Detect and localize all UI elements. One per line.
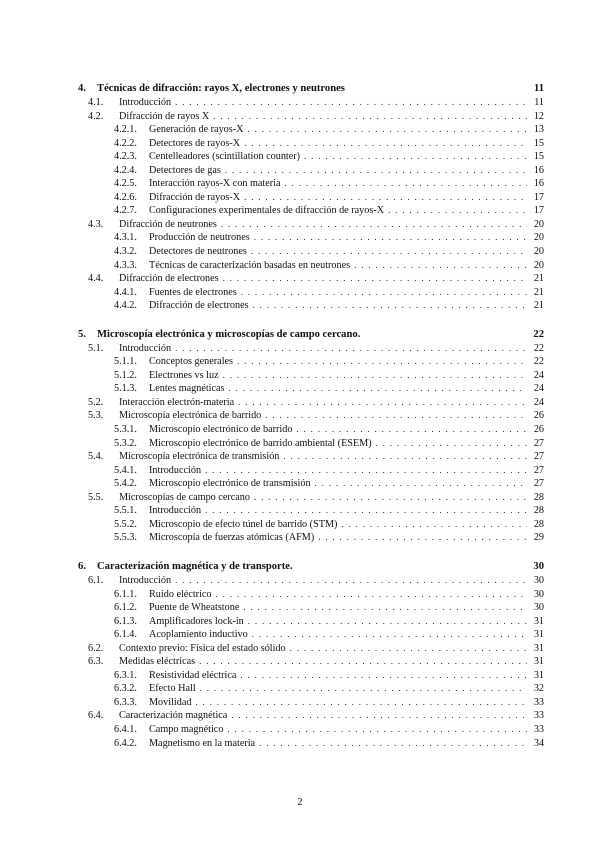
dot-leader	[354, 259, 527, 273]
dot-leader	[221, 218, 527, 232]
toc-entry-chapter[interactable]	[78, 82, 544, 96]
dot-leader	[376, 437, 527, 451]
toc-entry-title: Puente de Wheatstone	[149, 602, 240, 614]
toc-entry-page: 24	[533, 383, 544, 395]
toc-entry-page: 22	[533, 342, 544, 354]
toc-entry-page: 31	[533, 642, 544, 654]
toc-entry-number: 4.2.4.	[114, 164, 137, 176]
dot-leader	[229, 382, 527, 396]
table-of-contents	[78, 82, 544, 750]
dot-leader	[199, 655, 527, 669]
toc-entry-title: Microscopía electrónica de barrido	[119, 410, 262, 422]
toc-entry-number: 4.2.2.	[114, 137, 137, 149]
dot-leader	[200, 682, 527, 696]
toc-entry-title: Fuentes de electrones	[149, 286, 237, 298]
toc-entry-page: 33	[533, 696, 544, 708]
toc-entry-title: Introducción	[119, 97, 172, 108]
toc-entry-page: 27	[533, 478, 544, 490]
toc-entry-page: 30	[533, 560, 544, 572]
toc-entry-title: Caracterización magnética	[119, 710, 228, 722]
toc-entry-subsec[interactable]	[78, 164, 544, 178]
toc-entry-page: 15	[533, 137, 544, 149]
toc-entry-page: 27	[533, 464, 544, 476]
toc-entry-title: Contexto previo: Física del estado sólido	[119, 642, 286, 654]
dot-leader	[237, 355, 527, 369]
toc-entry-subsec[interactable]	[78, 355, 544, 369]
toc-entry-number: 4.3.	[88, 218, 104, 230]
toc-entry-number: 5.5.1.	[114, 505, 137, 517]
toc-entry-number: 6.4.2.	[114, 737, 137, 749]
toc-entry-page: 29	[533, 532, 544, 544]
toc-entry-title: Microscopía electrónica y microscopías de campo cercano.	[97, 328, 361, 340]
toc-entry-number: 4.2.5.	[114, 178, 137, 190]
toc-entry-number: 6.1.3.	[114, 615, 137, 627]
toc-entry-sec[interactable]	[78, 409, 544, 423]
toc-entry-title: Magnetismo en la materia	[149, 737, 256, 749]
dot-leader	[285, 177, 527, 191]
toc-entry-number: 4.2.7.	[114, 205, 137, 217]
toc-entry-title: Configuraciones experimentales de difracción de rayos-X	[149, 205, 385, 217]
toc-entry-sec[interactable]	[78, 272, 544, 286]
toc-entry-subsec[interactable]	[78, 723, 544, 737]
toc-entry-sec[interactable]	[78, 396, 544, 410]
toc-entry-title: Acoplamiento inductivo	[149, 629, 248, 641]
toc-entry-subsec[interactable]	[78, 464, 544, 478]
dot-leader	[341, 518, 527, 532]
toc-entry-number: 6.4.	[88, 710, 104, 722]
toc-entry-title: Difracción de rayos X	[119, 110, 210, 122]
toc-entry-title: Conceptos generales	[149, 356, 234, 368]
toc-entry-page: 16	[533, 164, 544, 176]
toc-entry-subsec[interactable]	[78, 615, 544, 629]
toc-entry-number: 6.3.1.	[114, 669, 137, 681]
toc-entry-number: 5.1.3.	[114, 383, 137, 395]
toc-entry-page: 13	[533, 124, 544, 136]
toc-entry-title: Efecto Hall	[149, 683, 196, 695]
toc-entry-subsec[interactable]	[78, 286, 544, 300]
toc-entry-sec[interactable]	[78, 491, 544, 505]
toc-entry-number: 5.4.1.	[114, 464, 137, 476]
toc-entry-subsec[interactable]	[78, 423, 544, 437]
toc-entry-page: 17	[533, 191, 544, 203]
toc-entry-title: Microscopio electrónico de barrido ambiental (ESEM)	[149, 437, 372, 449]
toc-entry-title: Técnicas de caracterización basadas en neutrones	[149, 259, 351, 271]
page-number: 2	[297, 797, 303, 808]
toc-entry-title: Movilidad	[149, 696, 192, 708]
toc-entry-title: Difracción de neutrones	[119, 218, 217, 230]
dot-leader	[205, 504, 527, 518]
toc-entry-title: Microscopio electrónico de barrido	[149, 424, 293, 436]
dot-leader	[213, 110, 527, 124]
toc-entry-subsec[interactable]	[78, 682, 544, 696]
toc-entry-title: Electrones vs luz	[149, 369, 219, 381]
toc-entry-page: 31	[533, 615, 544, 627]
toc-entry-title: Microscopía de fuerzas atómicas (AFM)	[149, 532, 315, 544]
toc-entry-number: 5.1.	[88, 342, 104, 354]
toc-entry-number: 6.4.1.	[114, 723, 137, 735]
toc-entry-title: Técnicas de difracción: rayos X, electrones y neutrones	[97, 83, 345, 94]
toc-entry-subsec[interactable]	[78, 369, 544, 383]
toc-entry-title: Difracción de electrones	[149, 300, 249, 312]
dot-leader	[175, 342, 527, 356]
toc-entry-page: 28	[533, 518, 544, 530]
toc-entry-page: 20	[533, 259, 544, 271]
dot-leader	[244, 137, 527, 151]
toc-entry-page: 21	[533, 300, 544, 312]
toc-entry-title: Ruido eléctrico	[149, 588, 212, 600]
toc-entry-page: 21	[533, 273, 544, 285]
dot-leader	[223, 272, 527, 286]
toc-entry-title: Difracción de rayos-X	[149, 191, 241, 203]
toc-entry-page: 24	[533, 369, 544, 381]
toc-entry-number: 4.4.2.	[114, 300, 137, 312]
toc-entry-title: Centelleadores (scintillation counter)	[149, 151, 301, 163]
toc-entry-number: 4.4.1.	[114, 286, 137, 298]
toc-entry-page: 31	[533, 629, 544, 641]
toc-entry-number: 4.2.6.	[114, 191, 137, 203]
toc-entry-title: Introducción	[119, 342, 172, 354]
toc-entry-page: 20	[533, 218, 544, 230]
toc-entry-title: Detectores de neutrones	[149, 246, 247, 258]
toc-entry-page: 32	[533, 683, 544, 695]
toc-entry-title: Resistividad eléctrica	[149, 669, 237, 681]
dot-leader	[244, 191, 527, 205]
toc-entry-title: Medidas eléctricas	[119, 656, 196, 668]
toc-entry-title: Introducción	[149, 505, 202, 517]
toc-entry-subsec[interactable]	[78, 601, 544, 615]
toc-entry-page: 24	[533, 396, 544, 408]
toc-entry-subsec[interactable]	[78, 477, 544, 491]
toc-entry-number: 6.	[78, 560, 86, 572]
dot-leader	[251, 245, 527, 259]
toc-entry-number: 6.1.4.	[114, 629, 137, 641]
dot-leader	[315, 477, 527, 491]
dot-leader	[227, 723, 527, 737]
dot-leader	[388, 204, 527, 218]
toc-entry-sec[interactable]	[78, 342, 544, 356]
toc-entry-number: 6.3.3.	[114, 696, 137, 708]
dot-leader	[241, 286, 527, 300]
toc-entry-page: 22	[533, 356, 544, 368]
toc-entry-title: Microscopía electrónica de transmisión	[119, 451, 280, 463]
dot-leader	[253, 299, 527, 313]
toc-entry-page: 15	[533, 151, 544, 163]
toc-entry-number: 6.1.	[88, 574, 104, 586]
toc-entry-subsec[interactable]	[78, 177, 544, 191]
toc-entry-number: 5.5.2.	[114, 518, 137, 530]
toc-entry-subsec[interactable]	[78, 696, 544, 710]
toc-entry-title: Producción de neutrones	[149, 232, 250, 244]
toc-entry-title: Microscopio electrónico de transmisión	[149, 478, 311, 490]
toc-entry-number: 6.1.2.	[114, 602, 137, 614]
toc-entry-number: 5.2.	[88, 396, 104, 408]
toc-entry-page: 30	[533, 588, 544, 600]
dot-leader	[254, 231, 527, 245]
toc-entry-number: 4.4.	[88, 273, 104, 285]
toc-entry-page: 27	[533, 437, 544, 449]
toc-entry-title: Microscopio de efecto túnel de barrido (STM)	[149, 518, 338, 530]
toc-entry-number: 4.	[78, 83, 86, 94]
toc-entry-number: 5.	[78, 328, 86, 340]
toc-entry-number: 4.2.3.	[114, 151, 137, 163]
toc-entry-page: 21	[533, 286, 544, 298]
dot-leader	[296, 423, 527, 437]
toc-entry-page: 28	[533, 505, 544, 517]
toc-entry-subsec[interactable]	[78, 669, 544, 683]
toc-entry-subsec[interactable]	[78, 204, 544, 218]
dot-leader	[265, 409, 527, 423]
toc-entry-page: 27	[533, 451, 544, 463]
toc-entry-title: Detectores de gas	[149, 164, 221, 176]
toc-entry-sec[interactable]	[78, 96, 544, 110]
toc-entry-page: 22	[533, 328, 544, 340]
toc-entry-page: 31	[533, 656, 544, 668]
toc-entry-number: 5.1.2.	[114, 369, 137, 381]
toc-entry-title: Microscopías de campo cercano	[119, 491, 250, 503]
toc-entry-title: Introducción	[119, 574, 172, 586]
toc-entry-number: 6.3.2.	[114, 683, 137, 695]
toc-entry-subsec[interactable]	[78, 245, 544, 259]
toc-entry-page: 31	[533, 669, 544, 681]
toc-entry-page: 26	[533, 424, 544, 436]
toc-entry-number: 4.3.3.	[114, 259, 137, 271]
toc-entry-title: Amplificadores lock-in	[149, 615, 244, 627]
dot-leader	[216, 588, 527, 602]
dot-leader	[175, 96, 527, 110]
toc-entry-chapter[interactable]	[78, 560, 544, 574]
toc-entry-subsec[interactable]	[78, 137, 544, 151]
toc-entry-number: 4.3.2.	[114, 246, 137, 258]
toc-entry-title: Caracterización magnética y de transporte.	[97, 560, 293, 572]
toc-entry-subsec[interactable]	[78, 299, 544, 313]
toc-entry-number: 4.3.1.	[114, 232, 137, 244]
dot-leader	[259, 737, 527, 751]
toc-entry-title: Detectores de rayos-X	[149, 137, 241, 149]
toc-entry-page: 12	[533, 110, 544, 122]
toc-entry-number: 5.5.3.	[114, 532, 137, 544]
toc-entry-page: 33	[533, 710, 544, 722]
toc-entry-page: 30	[533, 602, 544, 614]
dot-leader	[290, 642, 527, 656]
toc-entry-page: 20	[533, 232, 544, 244]
dot-leader	[318, 531, 527, 545]
toc-entry-number: 4.2.1.	[114, 124, 137, 136]
dot-leader	[175, 574, 527, 588]
toc-entry-page: 11	[534, 97, 544, 108]
toc-entry-title: Interacción electrón-materia	[119, 396, 235, 408]
dot-leader	[205, 464, 527, 478]
toc-entry-page: 33	[533, 723, 544, 735]
dot-leader	[225, 164, 527, 178]
dot-leader	[231, 709, 527, 723]
toc-entry-page: 17	[533, 205, 544, 217]
toc-entry-subsec[interactable]	[78, 123, 544, 137]
dot-leader	[240, 669, 527, 683]
toc-entry-title: Lentes magnéticas	[149, 383, 225, 395]
toc-entry-number: 4.2.	[88, 110, 104, 122]
toc-entry-sec[interactable]	[78, 642, 544, 656]
toc-entry-subsec[interactable]	[78, 191, 544, 205]
toc-entry-sec[interactable]	[78, 450, 544, 464]
toc-entry-page: 34	[533, 737, 544, 749]
toc-entry-subsec[interactable]	[78, 737, 544, 751]
dot-leader	[195, 696, 527, 710]
toc-entry-number: 6.1.1.	[114, 588, 137, 600]
toc-entry-title: Introducción	[149, 464, 202, 476]
toc-entry-number: 5.4.	[88, 451, 104, 463]
toc-entry-number: 5.4.2.	[114, 478, 137, 490]
toc-entry-number: 5.3.2.	[114, 437, 137, 449]
toc-entry-subsec[interactable]	[78, 628, 544, 642]
dot-leader	[248, 615, 527, 629]
toc-entry-page: 16	[533, 178, 544, 190]
dot-leader	[304, 150, 527, 164]
toc-entry-subsec[interactable]	[78, 531, 544, 545]
toc-entry-number: 5.3.	[88, 410, 104, 422]
toc-entry-subsec[interactable]	[78, 518, 544, 532]
toc-entry-sec[interactable]	[78, 709, 544, 723]
toc-entry-sec[interactable]	[78, 110, 544, 124]
dot-leader	[223, 369, 527, 383]
toc-entry-page: 28	[533, 491, 544, 503]
toc-entry-subsec[interactable]	[78, 504, 544, 518]
toc-entry-title: Interacción rayos-X con materia	[149, 178, 281, 190]
toc-entry-subsec[interactable]	[78, 259, 544, 273]
toc-entry-number: 5.1.1.	[114, 356, 137, 368]
toc-entry-subsec[interactable]	[78, 231, 544, 245]
toc-entry-sec[interactable]	[78, 218, 544, 232]
toc-entry-number: 6.3.	[88, 656, 104, 668]
toc-entry-chapter[interactable]	[78, 328, 544, 342]
dot-leader	[254, 491, 527, 505]
toc-entry-subsec[interactable]	[78, 382, 544, 396]
toc-entry-title: Generación de rayos-X	[149, 124, 244, 136]
toc-entry-subsec[interactable]	[78, 588, 544, 602]
toc-entry-page: 11	[533, 83, 544, 94]
dot-leader	[247, 123, 527, 137]
toc-entry-sec[interactable]	[78, 655, 544, 669]
toc-entry-page: 30	[533, 574, 544, 586]
toc-entry-sec[interactable]	[78, 574, 544, 588]
toc-entry-subsec[interactable]	[78, 437, 544, 451]
dot-leader	[238, 396, 527, 410]
toc-entry-number: 4.1.	[88, 97, 104, 108]
toc-entry-subsec[interactable]	[78, 150, 544, 164]
dot-leader	[243, 601, 527, 615]
toc-entry-number: 6.2.	[88, 642, 104, 654]
toc-entry-page: 26	[533, 410, 544, 422]
toc-entry-number: 5.5.	[88, 491, 104, 503]
toc-entry-title: Campo magnético	[149, 723, 224, 735]
toc-entry-number: 5.3.1.	[114, 424, 137, 436]
toc-entry-page: 20	[533, 246, 544, 258]
dot-leader	[283, 450, 527, 464]
toc-entry-title: Difracción de electrones	[119, 273, 219, 285]
dot-leader	[252, 628, 527, 642]
